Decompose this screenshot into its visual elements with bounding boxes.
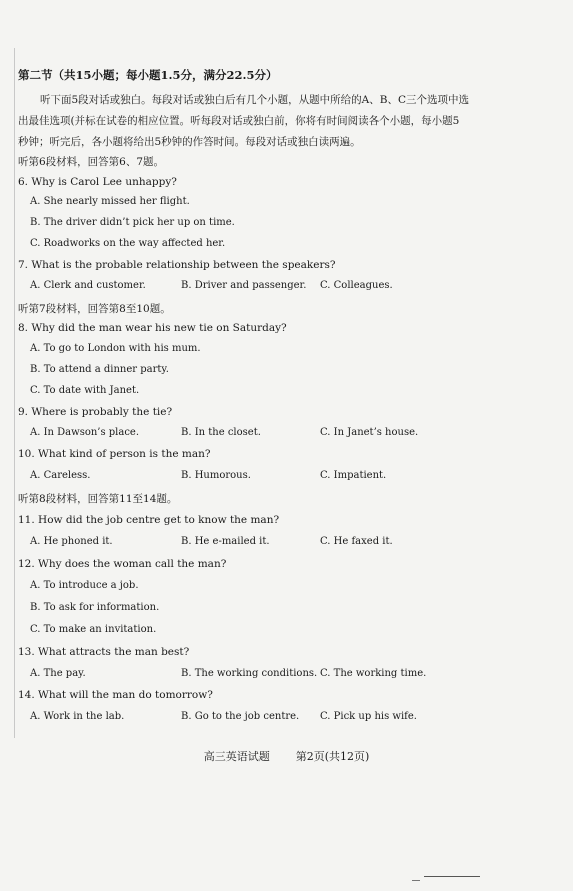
q11-option-a: A. He phoned it. xyxy=(30,536,113,547)
bottom-edge-mark xyxy=(412,880,420,881)
question-14: 14. What will the man do tomorrow? xyxy=(18,689,213,701)
question-13: 13. What attracts the man best? xyxy=(18,646,190,658)
question-11: 11. How did the job centre get to know the man? xyxy=(18,514,280,526)
section-instructions xyxy=(18,90,504,153)
instruction-line: 听下面5段对话或独白。每段对话或独白后有几个小题，从题中所给的A、B、C三个选项中选 xyxy=(40,94,470,106)
q12-option-b: B. To ask for information. xyxy=(30,602,160,613)
q10-option-a: A. Careless. xyxy=(30,470,91,481)
question-6: 6. Why is Carol Lee unhappy? xyxy=(18,176,177,188)
q13-option-c: C. The working time. xyxy=(320,668,427,679)
q14-option-a: A. Work in the lab. xyxy=(30,711,125,722)
question-8: 8. Why did the man wear his new tie on Saturday? xyxy=(18,322,287,334)
q14-option-b: B. Go to the job centre. xyxy=(181,711,300,722)
material-8-instruction: 听第8段材料，回答第11至14题。 xyxy=(18,493,178,505)
q13-option-a: A. The pay. xyxy=(30,668,86,679)
q9-option-a: A. In Dawson’s place. xyxy=(30,427,140,438)
footer-page-number: 第2页(共12页) xyxy=(295,750,370,763)
q12-option-a: A. To introduce a job. xyxy=(30,580,139,591)
q10-option-c: C. Impatient. xyxy=(320,470,387,481)
q9-option-c: C. In Janet’s house. xyxy=(320,427,419,438)
q11-option-c: C. He faxed it. xyxy=(320,536,393,547)
material-7-instruction: 听第7段材料，回答第8至10题。 xyxy=(18,303,171,315)
q7-option-a: A. Clerk and customer. xyxy=(30,280,146,291)
page-footer xyxy=(0,748,573,764)
q8-option-b: B. To attend a dinner party. xyxy=(30,364,169,375)
q13-option-b: B. The working conditions. xyxy=(181,668,318,679)
question-9: 9. Where is probably the tie? xyxy=(18,406,173,418)
instruction-line: 秒钟；听完后，各小题将给出5秒钟的作答时间。每段对话或独白读两遍。 xyxy=(18,136,361,148)
footer-subject: 高三英语试题 xyxy=(203,750,270,763)
bottom-edge-mark xyxy=(424,876,480,877)
q8-option-c: C. To date with Janet. xyxy=(30,385,140,396)
left-margin-rule xyxy=(14,48,15,738)
material-6-instruction: 听第6段材料，回答第6、7题。 xyxy=(18,156,165,168)
instruction-line: 出最佳选项(并标在试卷的相应位置。听每段对话或独白前，你将有时间阅读各个小题，每小题5 xyxy=(18,115,460,127)
section-title: 第二节（共15小题；每小题1.5分，满分22.5分） xyxy=(18,68,278,82)
question-10: 10. What kind of person is the man? xyxy=(18,448,211,460)
q7-option-b: B. Driver and passenger. xyxy=(181,280,307,291)
question-12: 12. Why does the woman call the man? xyxy=(18,558,227,570)
q10-option-b: B. Humorous. xyxy=(181,470,251,481)
question-7: 7. What is the probable relationship between the speakers? xyxy=(18,259,336,271)
q8-option-a: A. To go to London with his mum. xyxy=(30,343,201,354)
q14-option-c: C. Pick up his wife. xyxy=(320,711,417,722)
q12-option-c: C. To make an invitation. xyxy=(30,624,157,635)
q9-option-b: B. In the closet. xyxy=(181,427,261,438)
q11-option-b: B. He e-mailed it. xyxy=(181,536,270,547)
q6-option-a: A. She nearly missed her flight. xyxy=(30,196,190,207)
q6-option-c: C. Roadworks on the way affected her. xyxy=(30,238,226,249)
q7-option-c: C. Colleagues. xyxy=(320,280,393,291)
q6-option-b: B. The driver didn’t pick her up on time. xyxy=(30,217,235,228)
